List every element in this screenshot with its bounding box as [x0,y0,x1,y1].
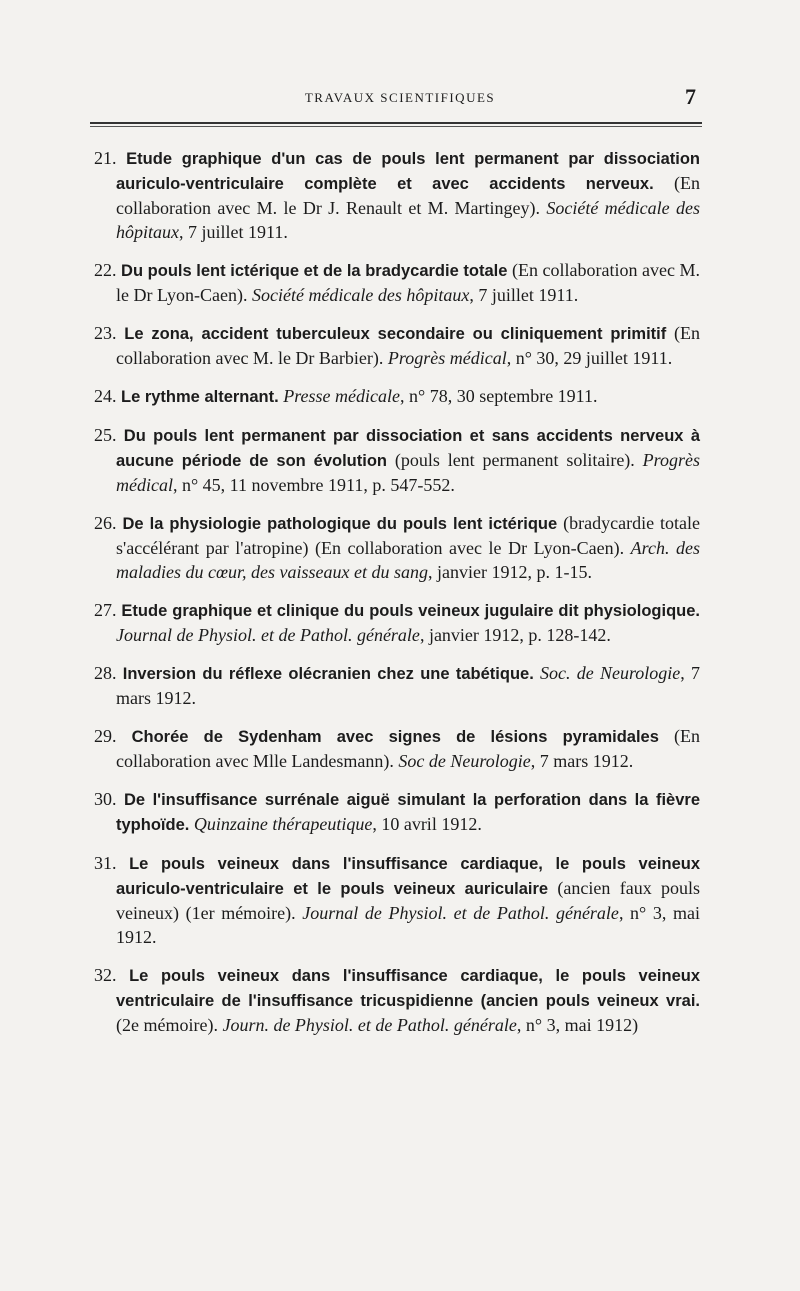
entry-title: Etude graphique d'un cas de pouls lent permanent par dissociation auriculo-ventriculaire complète et avec accidents nerveux. [116,150,701,193]
entry-journal: Journal de Physiol. et de Pathol. générale [116,625,420,645]
entry-details: (En collaboration avec M. le Dr Lyon-Caen). [116,260,701,305]
bibliography-entry [94,963,700,1037]
entry-number: 21. [94,148,117,168]
entry-date: , n° 3, mai 1912) [516,1015,639,1035]
entry-journal: Société médicale des hôpitaux [251,285,470,305]
entry-journal: Quinzaine thérapeutique [193,814,373,834]
entry-journal: Société médicale des hôpitaux [116,198,700,242]
entry-details: (En collaboration avec M. le Dr Barbier). [116,323,701,368]
bibliography-entry [94,787,700,837]
entry-journal: Soc de Neurologie [398,751,531,771]
entry-date: , n° 78, 30 septembre 1911. [400,386,598,406]
entry-title: De l'insuffisance surrénale aiguë simulant la perforation dans la fièvre typhoïde. [116,791,701,834]
entry-details: (En collaboration avec Mlle Landesmann). [116,726,700,771]
entry-date: , 7 mars 1912. [530,751,634,771]
entry-journal: Soc. de Neurologie [540,663,681,683]
entry-details: (pouls lent permanent solitaire). [387,450,643,470]
entry-date: , 7 mars 1912. [116,663,701,708]
entry-title: Le pouls veineux dans l'insuffisance cardiaque, le pouls veineux auriculo-ventriculaire et le pouls veineux auriculaire [116,855,701,898]
bibliography-entry [94,384,700,409]
bibliography-entry [94,423,700,497]
entry-details: (bradycardie totale s'accélérant par l'atropine) (En collaboration avec le Dr Lyon-Caen). [116,513,701,558]
entry-number: 27. [94,600,117,620]
entry-date: , 10 avril 1912. [372,814,482,834]
entry-details: (ancien faux pouls veineux) (1er mémoire). [116,878,701,923]
entry-title: Etude graphique et clinique du pouls veineux jugulaire dit physiologique. [121,602,700,620]
entry-details: (2e mémoire). [116,1015,223,1035]
bibliography-entry [94,146,700,244]
entry-journal: Journ. de Physiol. et de Pathol. générale [222,1015,517,1035]
bibliography-entry [94,724,700,773]
entry-title: Inversion du réflexe olécranien chez une tabétique. [122,665,534,683]
bibliography-list [94,146,700,1051]
entry-title: Du pouls lent ictérique et de la bradycardie totale [121,262,508,280]
entry-title: Du pouls lent permanent par dissociation et sans accidents nerveux à aucune période de son évolution [116,427,701,470]
entry-title: De la physiologie pathologique du pouls lent ictérique [122,515,558,533]
running-header [0,84,800,112]
entry-date: , n° 30, 29 juillet 1911. [506,348,673,368]
bibliography-entry [94,321,700,370]
entry-journal: Arch. des maladies du cœur, des vaisseaux et du sang [116,538,700,582]
entry-number: 25. [94,425,117,445]
entry-date: , n° 3, mai 1912. [116,903,700,947]
entry-date: , 7 juillet 1911. [469,285,579,305]
entry-number: 23. [94,323,117,343]
entry-number: 28. [94,663,117,683]
entry-journal: Progrès médical [387,348,507,368]
entry-number: 30. [94,789,117,809]
entry-number: 32. [94,965,117,985]
bibliography-entry [94,598,700,647]
entry-title: Chorée de Sydenham avec signes de lésions pyramidales [131,728,659,746]
bibliography-entry [94,851,700,949]
entry-journal: Progrès médical [116,450,700,495]
entry-date: , janvier 1912, p. 1-15. [427,562,592,582]
entry-number: 26. [94,513,117,533]
entry-number: 31. [94,853,117,873]
header-rule [90,122,702,127]
bibliography-entry [94,258,700,307]
entry-journal: Journal de Physiol. et de Pathol. générale [302,903,619,923]
entry-number: 22. [94,260,117,280]
entry-date: , n° 45, 11 novembre 1911, p. 547-552. [172,475,455,495]
bibliography-entry [94,661,700,710]
entry-title: Le rythme alternant. [121,388,279,406]
entry-date: , janvier 1912, p. 128-142. [419,625,611,645]
entry-date: , 7 juillet 1911. [179,222,288,242]
entry-title: Le pouls veineux dans l'insuffisance cardiaque, le pouls veineux ventriculaire de l'insuffisance tricuspidienne (ancien pouls veineux vrai. [116,967,701,1010]
entry-journal: Presse médicale [283,386,401,406]
page-number: 7 [685,84,696,109]
entry-title: Le zona, accident tuberculeux secondaire ou cliniquement primitif [124,325,667,343]
entry-number: 24. [94,386,117,406]
bibliography-entry [94,511,700,584]
entry-number: 29. [94,726,117,746]
entry-details: (En collaboration avec M. le Dr J. Renault et M. Martingey). [116,173,700,218]
running-title: TRAVAUX SCIENTIFIQUES [304,90,496,105]
